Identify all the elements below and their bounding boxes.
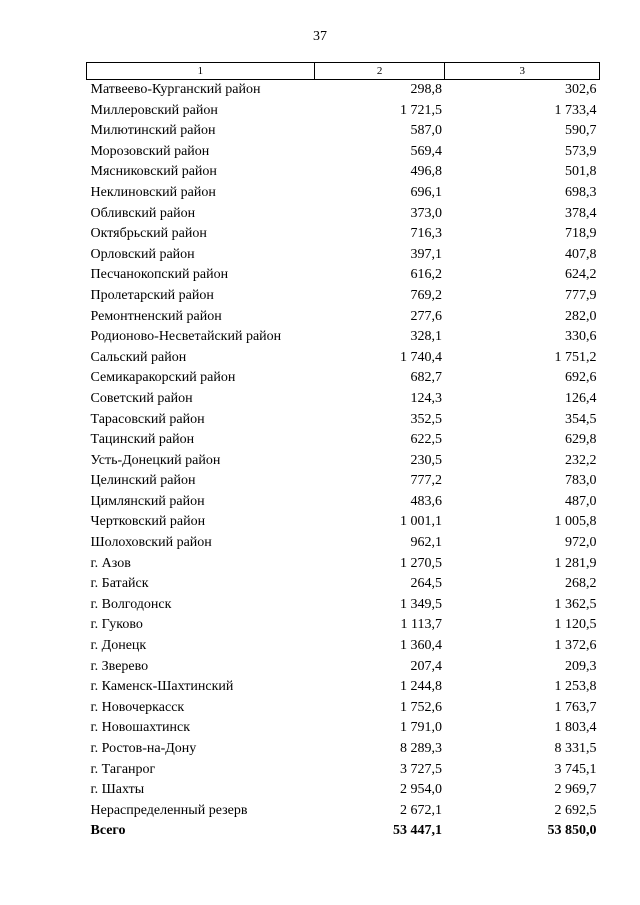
header-col-1: 1 xyxy=(87,63,315,80)
table-row xyxy=(87,80,600,101)
row-name: Морозовский район xyxy=(90,143,210,159)
total-value-col-2: 53 447,1 xyxy=(392,823,442,839)
row-name: г. Новочеркасск xyxy=(90,699,185,715)
table-header xyxy=(87,63,600,80)
row-value-col-3: 3 745,1 xyxy=(554,761,597,777)
header-row xyxy=(87,63,600,80)
table-row xyxy=(87,389,600,410)
table-row xyxy=(87,718,600,739)
row-value-col-3: 354,5 xyxy=(565,411,597,427)
row-value-col-2: 277,6 xyxy=(410,308,442,324)
table-row xyxy=(87,615,600,636)
row-value-col-2: 696,1 xyxy=(410,184,442,200)
row-value-col-3: 1 253,8 xyxy=(554,679,597,695)
row-value-col-2: 769,2 xyxy=(410,287,442,303)
table-row xyxy=(87,595,600,616)
table-row xyxy=(87,430,600,451)
row-value-col-2: 124,3 xyxy=(410,390,442,406)
row-value-col-3: 1 803,4 xyxy=(554,720,597,736)
row-name: г. Зверево xyxy=(90,658,149,674)
row-name: Целинский район xyxy=(90,473,196,489)
row-name: Шолоховский район xyxy=(90,535,212,551)
row-value-col-3: 2 692,5 xyxy=(554,802,597,818)
row-name: г. Азов xyxy=(90,555,131,571)
row-name: Орловский район xyxy=(90,246,195,262)
row-name: г. Новошахтинск xyxy=(90,720,191,736)
table-row xyxy=(87,368,600,389)
row-name: Сальский район xyxy=(90,349,187,365)
row-value-col-3: 501,8 xyxy=(565,164,597,180)
table-row xyxy=(87,101,600,122)
row-name: Нераспределенный резерв xyxy=(90,802,248,818)
table-row xyxy=(87,204,600,225)
row-name: Семикаракорский район xyxy=(90,370,236,386)
row-name: г. Донецк xyxy=(90,638,147,654)
row-value-col-2: 587,0 xyxy=(410,123,442,139)
row-value-col-2: 373,0 xyxy=(410,205,442,221)
row-name: Мясниковский район xyxy=(90,164,217,180)
row-value-col-2: 1 349,5 xyxy=(399,596,442,612)
table-row xyxy=(87,121,600,142)
row-value-col-2: 1 740,4 xyxy=(399,349,442,365)
row-value-col-3: 1 281,9 xyxy=(554,555,597,571)
row-value-col-3: 573,9 xyxy=(565,143,597,159)
row-name: г. Батайск xyxy=(90,576,149,592)
row-value-col-2: 1 721,5 xyxy=(399,102,442,118)
row-value-col-3: 1 372,6 xyxy=(554,638,597,654)
row-value-col-3: 718,9 xyxy=(565,226,597,242)
row-name: Миллеровский район xyxy=(90,102,218,118)
row-value-col-3: 624,2 xyxy=(565,267,597,283)
table-row xyxy=(87,286,600,307)
table-row xyxy=(87,739,600,760)
row-value-col-3: 783,0 xyxy=(565,473,597,489)
table-row xyxy=(87,657,600,678)
row-name: Цимлянский район xyxy=(90,493,205,509)
header-col-3: 3 xyxy=(445,63,600,80)
row-value-col-3: 487,0 xyxy=(565,493,597,509)
row-value-col-2: 616,2 xyxy=(410,267,442,283)
row-name: Ремонтненский район xyxy=(90,308,222,324)
table-row xyxy=(87,265,600,286)
table-row xyxy=(87,183,600,204)
row-value-col-3: 1 362,5 xyxy=(554,596,597,612)
row-value-col-2: 2 954,0 xyxy=(399,782,442,798)
row-value-col-2: 682,7 xyxy=(410,370,442,386)
row-value-col-3: 209,3 xyxy=(565,658,597,674)
row-value-col-2: 1 791,0 xyxy=(399,720,442,736)
row-name: Матвеево-Курганский район xyxy=(90,82,261,97)
table-row xyxy=(87,142,600,163)
row-value-col-3: 590,7 xyxy=(565,123,597,139)
table-row xyxy=(87,554,600,575)
row-value-col-3: 1 733,4 xyxy=(554,102,597,118)
row-value-col-3: 232,2 xyxy=(565,452,597,468)
row-value-col-2: 1 244,8 xyxy=(399,679,442,695)
table-row xyxy=(87,492,600,513)
table-row xyxy=(87,512,600,533)
row-name: г. Ростов-на-Дону xyxy=(90,741,197,756)
row-name: Усть-Донецкий район xyxy=(90,452,221,468)
row-name: Обливский район xyxy=(90,205,196,221)
row-name: Неклиновский район xyxy=(90,184,216,200)
table-row xyxy=(87,471,600,492)
row-value-col-3: 407,8 xyxy=(565,246,597,262)
table-row xyxy=(87,698,600,719)
table-row xyxy=(87,327,600,348)
table-row xyxy=(87,574,600,595)
row-name: Тацинский район xyxy=(90,432,195,448)
row-name: Чертковский район xyxy=(90,514,206,530)
row-name: г. Таганрог xyxy=(90,761,156,777)
row-name: г. Волгодонск xyxy=(90,596,172,612)
row-name: Октябрьский район xyxy=(90,226,207,242)
table-row xyxy=(87,348,600,369)
row-value-col-2: 230,5 xyxy=(410,452,442,468)
row-value-col-2: 8 289,3 xyxy=(399,741,442,756)
row-value-col-2: 1 270,5 xyxy=(399,555,442,571)
row-value-col-3: 692,6 xyxy=(565,370,597,386)
row-value-col-3: 2 969,7 xyxy=(554,782,597,798)
row-value-col-3: 302,6 xyxy=(565,82,597,97)
table-row xyxy=(87,760,600,781)
row-name: Песчанокопский район xyxy=(90,267,229,283)
row-name: Тарасовский район xyxy=(90,411,205,427)
row-name: г. Гуково xyxy=(90,617,143,633)
total-row xyxy=(87,821,600,842)
row-value-col-3: 1 763,7 xyxy=(554,699,597,715)
row-value-col-2: 496,8 xyxy=(410,164,442,180)
row-value-col-3: 1 005,8 xyxy=(554,514,597,530)
row-value-col-3: 1 120,5 xyxy=(554,617,597,633)
data-table xyxy=(86,62,600,842)
row-value-col-2: 716,3 xyxy=(410,226,442,242)
row-value-col-2: 3 727,5 xyxy=(399,761,442,777)
row-name: г. Шахты xyxy=(90,782,145,798)
table-row xyxy=(87,245,600,266)
table-row xyxy=(87,636,600,657)
header-col-2: 2 xyxy=(314,63,445,80)
row-value-col-2: 569,4 xyxy=(410,143,442,159)
row-name: Милютинский район xyxy=(90,123,216,139)
page-number: 37 xyxy=(313,29,327,44)
row-value-col-2: 207,4 xyxy=(410,658,442,674)
row-value-col-2: 298,8 xyxy=(410,82,442,97)
row-value-col-3: 378,4 xyxy=(565,205,597,221)
row-name: Родионово-Несветайский район xyxy=(90,329,282,345)
total-value-col-3: 53 850,0 xyxy=(547,823,597,839)
row-value-col-3: 126,4 xyxy=(565,390,597,406)
row-value-col-3: 8 331,5 xyxy=(554,741,597,756)
table-row xyxy=(87,224,600,245)
row-value-col-2: 397,1 xyxy=(410,246,442,262)
row-value-col-2: 1 113,7 xyxy=(400,617,442,633)
row-value-col-2: 328,1 xyxy=(410,329,442,345)
row-name: Советский район xyxy=(90,390,193,406)
table-row xyxy=(87,162,600,183)
row-value-col-2: 777,2 xyxy=(410,473,442,489)
table-body xyxy=(87,80,600,842)
row-value-col-2: 483,6 xyxy=(410,493,442,509)
row-value-col-2: 1 752,6 xyxy=(399,699,442,715)
table-row xyxy=(87,307,600,328)
table-row xyxy=(87,801,600,822)
row-value-col-3: 972,0 xyxy=(565,535,597,551)
table-row xyxy=(87,451,600,472)
row-value-col-2: 962,1 xyxy=(410,535,442,551)
row-value-col-2: 352,5 xyxy=(410,411,442,427)
table-row xyxy=(87,780,600,801)
table-row xyxy=(87,677,600,698)
row-value-col-2: 2 672,1 xyxy=(399,802,442,818)
row-value-col-3: 777,9 xyxy=(565,287,597,303)
row-value-col-3: 698,3 xyxy=(565,184,597,200)
row-name: г. Каменск-Шахтинский xyxy=(90,679,234,695)
row-value-col-2: 1 360,4 xyxy=(399,638,442,654)
row-value-col-3: 268,2 xyxy=(565,576,597,592)
row-name: Пролетарский район xyxy=(90,287,214,303)
row-value-col-3: 629,8 xyxy=(565,432,597,448)
table-row xyxy=(87,533,600,554)
table-row xyxy=(87,410,600,431)
row-value-col-2: 264,5 xyxy=(410,576,442,592)
row-value-col-3: 1 751,2 xyxy=(554,349,597,365)
row-value-col-3: 330,6 xyxy=(565,329,597,345)
row-value-col-2: 1 001,1 xyxy=(399,514,442,530)
total-label: Всего xyxy=(90,823,126,839)
row-value-col-3: 282,0 xyxy=(565,308,597,324)
row-value-col-2: 622,5 xyxy=(410,432,442,448)
